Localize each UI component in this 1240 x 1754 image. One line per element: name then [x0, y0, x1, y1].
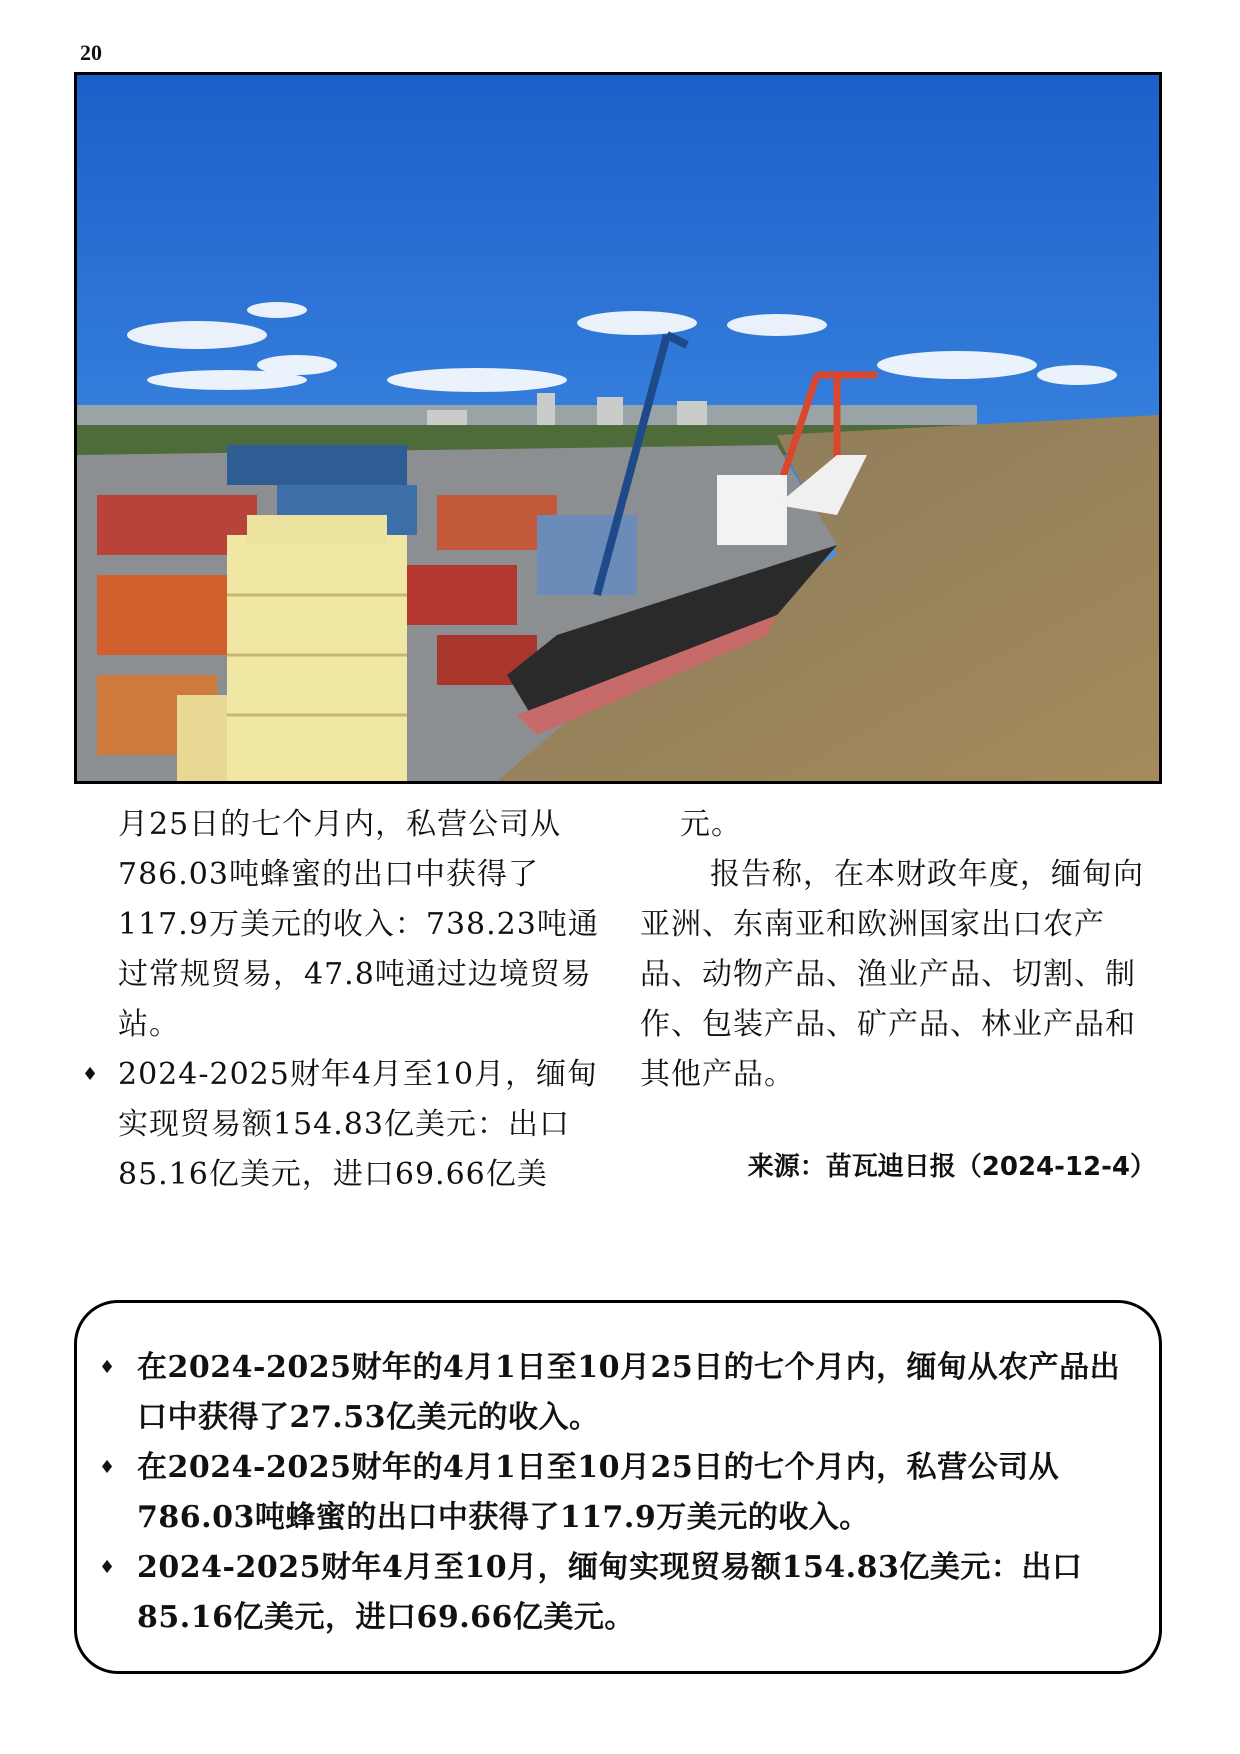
left-bullet-text: 2024-2025财年4月至10月，缅甸实现贸易额154.83亿美元：出口85.16亿美元，进口69.66亿美	[118, 1057, 599, 1192]
page-number: 20	[80, 40, 102, 65]
port-photo	[74, 72, 1162, 784]
summary-item-text: 在2024-2025财年的4月1日至10月25日的七个月内，缅甸从农产品出口中获得了27.53亿美元的收入。	[137, 1350, 1121, 1435]
diamond-bullet-icon: ♦	[99, 1357, 116, 1378]
right-column	[640, 800, 1166, 1100]
summary-item	[99, 1543, 1129, 1643]
diamond-bullet-icon: ♦	[82, 1064, 100, 1085]
diamond-bullet-icon: ♦	[99, 1557, 116, 1578]
right-continuation-text: 元。	[680, 807, 742, 842]
port-photo-icon	[77, 75, 1159, 781]
report-paragraph: 报告称，在本财政年度，缅甸向亚洲、东南亚和欧洲国家出口农产品、动物产品、渔业产品、切割、制作、包装产品、矿产品、林业产品和其他产品。	[640, 857, 1144, 1092]
summary-box	[74, 1300, 1162, 1674]
left-continuation-text: 月25日的七个月内，私营公司从786.03吨蜂蜜的出口中获得了117.9万美元的收入：738.23吨通过常规贸易，47.8吨通过边境贸易站。	[118, 807, 599, 1042]
left-bullet-item	[82, 1050, 602, 1200]
summary-item-text: 在2024-2025财年的4月1日至10月25日的七个月内，私营公司从786.03吨蜂蜜的出口中获得了117.9万美元的收入。	[137, 1450, 1060, 1535]
source-citation: 来源：苗瓦迪日报（2024-12-4）	[747, 1152, 1156, 1182]
summary-item-text: 2024-2025财年4月至10月，缅甸实现贸易额154.83亿美元：出口85.16亿美元，进口69.66亿美元。	[137, 1550, 1083, 1635]
summary-item	[99, 1443, 1129, 1543]
diamond-bullet-icon: ♦	[99, 1457, 116, 1478]
left-column	[82, 800, 602, 1200]
summary-item	[99, 1343, 1129, 1443]
